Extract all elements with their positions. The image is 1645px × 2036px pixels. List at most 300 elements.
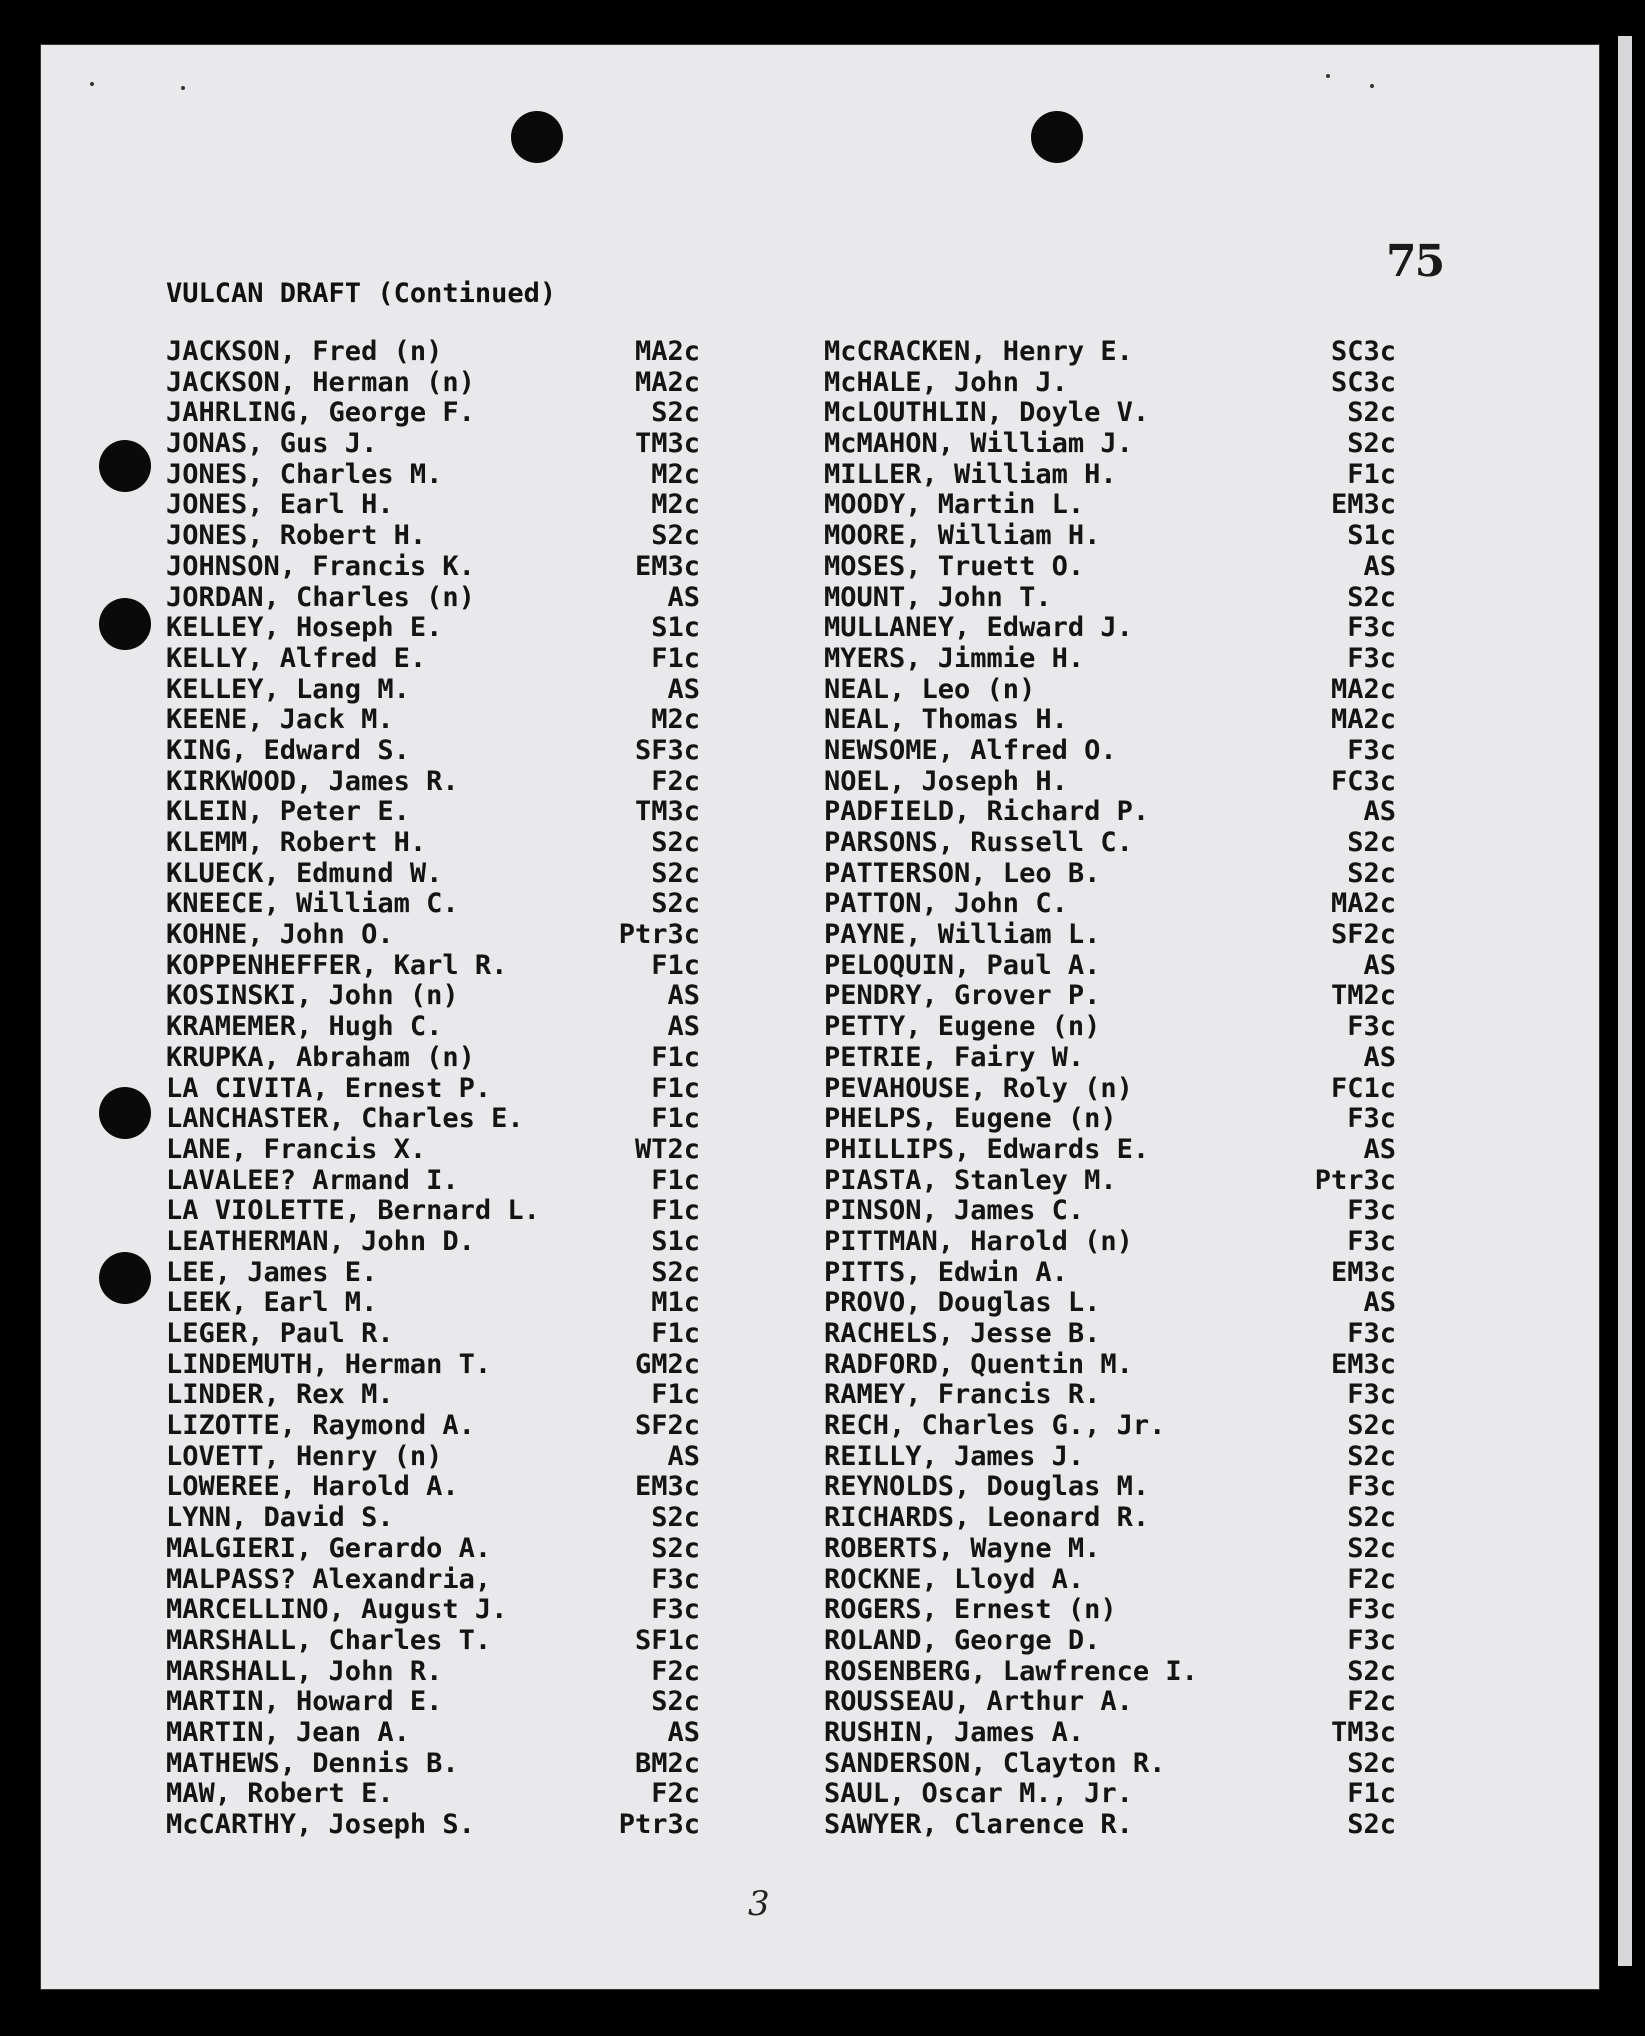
sailor-rating: F3c — [1347, 1195, 1396, 1227]
roster-entry — [166, 705, 700, 736]
sailor-rating: M2c — [651, 458, 700, 490]
sailor-rating: SC3c — [1330, 336, 1396, 367]
sailor-name: PITTMAN, Harold (n) — [824, 1225, 1133, 1257]
sailor-rating: AS — [667, 1440, 700, 1472]
sailor-name: MAW, Robert E. — [166, 1778, 394, 1810]
roster-entry — [824, 1442, 1396, 1473]
roster-entry — [824, 675, 1396, 706]
sailor-rating: F2c — [1347, 1686, 1396, 1718]
roster-entry — [166, 797, 700, 828]
sailor-name: MARCELLINO, August J. — [166, 1594, 508, 1626]
sailor-rating: F1c — [651, 949, 700, 981]
sailor-rating: F3c — [1347, 1379, 1396, 1411]
sailor-name: MOORE, William H. — [824, 520, 1101, 552]
roster-entry — [166, 828, 700, 859]
roster-entry — [166, 429, 700, 460]
roster-entry — [166, 1380, 700, 1411]
roster-entry — [166, 1472, 700, 1503]
sailor-rating: S2c — [1347, 1440, 1396, 1472]
sailor-name: NEAL, Thomas H. — [824, 704, 1068, 736]
sailor-name: MULLANEY, Edward J. — [824, 612, 1133, 644]
sailor-name: ROGERS, Ernest (n) — [824, 1594, 1117, 1626]
roster-entry — [824, 859, 1396, 890]
sailor-name: KING, Edward S. — [166, 734, 410, 766]
roster-entry — [824, 1810, 1396, 1841]
roster-entry — [166, 521, 700, 552]
sailor-name: PETRIE, Fairy W. — [824, 1041, 1085, 1073]
sailor-name: ROSENBERG, Lawfrence I. — [824, 1655, 1198, 1687]
sailor-rating: F1c — [651, 1072, 700, 1104]
sailor-rating: AS — [1363, 949, 1396, 981]
sailor-name: PITTS, Edwin A. — [824, 1256, 1068, 1288]
punch-hole-top-left — [511, 111, 563, 163]
roster-entry — [166, 337, 700, 368]
roster-entry — [824, 1749, 1396, 1780]
sailor-name: KELLEY, Hoseph E. — [166, 612, 443, 644]
sailor-rating: AS — [667, 1011, 700, 1043]
sailor-name: McCARTHY, Joseph S. — [166, 1809, 475, 1840]
roster-entry — [824, 920, 1396, 951]
sailor-rating: AS — [667, 673, 700, 705]
sailor-rating: MA2c — [1330, 888, 1396, 920]
sailor-rating: S2c — [1347, 581, 1396, 613]
sailor-name: RAMEY, Francis R. — [824, 1379, 1101, 1411]
roster-entry — [166, 1196, 700, 1227]
sailor-name: RACHELS, Jesse B. — [824, 1318, 1101, 1349]
roster-entry — [824, 1565, 1396, 1596]
roster-entry — [166, 951, 700, 982]
sailor-name: LOWEREE, Harold A. — [166, 1471, 459, 1503]
sailor-rating: AS — [1363, 1041, 1396, 1073]
roster-entry — [824, 767, 1396, 798]
sailor-name: ROBERTS, Wayne M. — [824, 1532, 1101, 1564]
sailor-rating: F2c — [651, 1778, 700, 1810]
sailor-name: LYNN, David S. — [166, 1502, 394, 1534]
sailor-name: MALGIERI, Gerardo A. — [166, 1532, 492, 1564]
sailor-rating: S2c — [1347, 1532, 1396, 1564]
roster-entry — [824, 1657, 1396, 1688]
roster-entry — [166, 368, 700, 399]
sailor-name: JONAS, Gus J. — [166, 428, 378, 460]
sailor-name: LEGER, Paul R. — [166, 1318, 394, 1349]
sailor-rating: S2c — [651, 1502, 700, 1534]
sailor-name: KOHNE, John O. — [166, 919, 394, 951]
page-number: 3 — [748, 1884, 770, 1924]
sailor-rating: F1c — [1347, 1778, 1396, 1810]
sailor-name: KOSINSKI, John (n) — [166, 980, 459, 1012]
sailor-rating: F3c — [1347, 734, 1396, 766]
sailor-name: PIASTA, Stanley M. — [824, 1164, 1117, 1196]
roster-entry — [166, 1657, 700, 1688]
sailor-rating: F1c — [651, 1379, 700, 1411]
roster-entry — [824, 1687, 1396, 1718]
sailor-rating: AS — [1363, 796, 1396, 828]
sailor-rating: S2c — [1347, 1502, 1396, 1534]
sailor-rating: S2c — [1347, 827, 1396, 858]
sailor-name: PELOQUIN, Paul A. — [824, 949, 1101, 981]
sailor-name: MALPASS? Alexandria, — [166, 1563, 492, 1595]
sailor-name: REILLY, James J. — [824, 1440, 1085, 1472]
roster-entry — [166, 1043, 700, 1074]
sailor-name: LANCHASTER, Charles E. — [166, 1103, 524, 1135]
sailor-name: KOPPENHEFFER, Karl R. — [166, 949, 508, 981]
sailor-rating: F2c — [1347, 1563, 1396, 1595]
roster-entry — [166, 1779, 700, 1810]
page-stamp-number: 75 — [1386, 236, 1444, 287]
sailor-rating: F3c — [1347, 612, 1396, 644]
sailor-name: KELLEY, Lang M. — [166, 673, 410, 705]
sailor-rating: S2c — [1347, 1809, 1396, 1840]
sailor-rating: M2c — [651, 489, 700, 521]
sailor-rating: F1c — [1347, 458, 1396, 490]
roster-entry — [166, 920, 700, 951]
roster-entry — [824, 1258, 1396, 1289]
roster-entry — [824, 398, 1396, 429]
sailor-rating: TM3c — [1330, 1716, 1396, 1748]
sailor-name: LIZOTTE, Raymond A. — [166, 1410, 475, 1442]
sailor-name: MOODY, Martin L. — [824, 489, 1085, 521]
sailor-rating: S2c — [1347, 397, 1396, 429]
roster-entry — [824, 889, 1396, 920]
sailor-rating: S2c — [1347, 1655, 1396, 1687]
sailor-name: PATTON, John C. — [824, 888, 1068, 920]
sailor-rating: EM3c — [1330, 489, 1396, 521]
sailor-rating: F3c — [1347, 1594, 1396, 1626]
roster-entry — [824, 1718, 1396, 1749]
sailor-rating: S2c — [651, 857, 700, 889]
roster-entry — [166, 1166, 700, 1197]
sailor-name: JORDAN, Charles (n) — [166, 581, 475, 613]
sailor-rating: S1c — [651, 612, 700, 644]
roster-entry — [166, 1687, 700, 1718]
sailor-rating: MA2c — [1330, 673, 1396, 705]
roster-entry — [166, 1503, 700, 1534]
sailor-name: ROCKNE, Lloyd A. — [824, 1563, 1085, 1595]
paper-speck — [181, 86, 185, 90]
sailor-rating: BM2c — [634, 1747, 700, 1779]
sailor-name: JACKSON, Fred (n) — [166, 336, 443, 367]
sailor-name: McMAHON, William J. — [824, 428, 1133, 460]
sailor-rating: F1c — [651, 1041, 700, 1073]
roster-entry — [824, 797, 1396, 828]
sailor-name: KEENE, Jack M. — [166, 704, 394, 736]
sailor-name: LA CIVITA, Ernest P. — [166, 1072, 492, 1104]
sailor-name: SAWYER, Clarence R. — [824, 1809, 1133, 1840]
sailor-rating: TM2c — [1330, 980, 1396, 1012]
sailor-rating: AS — [1363, 1287, 1396, 1319]
roster-entry — [166, 490, 700, 521]
roster-entry — [824, 1104, 1396, 1135]
sailor-rating: S2c — [651, 1686, 700, 1718]
sailor-rating: S1c — [651, 1225, 700, 1257]
roster-entry — [824, 951, 1396, 982]
sailor-rating: F1c — [651, 1318, 700, 1349]
roster-entry — [824, 1350, 1396, 1381]
sailor-name: McHALE, John J. — [824, 366, 1068, 398]
sailor-name: LA VIOLETTE, Bernard L. — [166, 1195, 540, 1227]
sailor-rating: TM3c — [634, 796, 700, 828]
sailor-name: PINSON, James C. — [824, 1195, 1085, 1227]
roster-left-column — [166, 337, 700, 1841]
roster-entry — [166, 889, 700, 920]
sailor-rating: F2c — [651, 765, 700, 797]
sailor-name: KLEMM, Robert H. — [166, 827, 427, 858]
roster-entry — [824, 1074, 1396, 1105]
punch-hole-top-right — [1031, 111, 1083, 163]
roster-entry — [166, 1626, 700, 1657]
sailor-name: MOUNT, John T. — [824, 581, 1052, 613]
sailor-name: PEVAHOUSE, Roly (n) — [824, 1072, 1133, 1104]
roster-entry — [166, 767, 700, 798]
sailor-rating: AS — [1363, 1133, 1396, 1165]
sailor-name: JACKSON, Herman (n) — [166, 366, 475, 398]
adjacent-page-edge — [1618, 36, 1632, 1966]
roster-entry — [166, 736, 700, 767]
sailor-name: RECH, Charles G., Jr. — [824, 1410, 1166, 1442]
sailor-rating: Ptr3c — [1314, 1164, 1396, 1196]
roster-entry — [166, 859, 700, 890]
roster-entry — [166, 1012, 700, 1043]
sailor-name: RICHARDS, Leonard R. — [824, 1502, 1150, 1534]
roster-entry — [824, 1227, 1396, 1258]
sailor-name: LINDEMUTH, Herman T. — [166, 1348, 492, 1380]
roster-entry — [166, 1718, 700, 1749]
sailor-rating: SF3c — [634, 734, 700, 766]
sailor-rating: MA2c — [634, 336, 700, 367]
roster-entry — [824, 1196, 1396, 1227]
sailor-rating: EM3c — [1330, 1348, 1396, 1380]
roster-entry — [166, 1104, 700, 1135]
sailor-name: LINDER, Rex M. — [166, 1379, 394, 1411]
sailor-rating: AS — [667, 1716, 700, 1748]
sailor-rating: SF2c — [634, 1410, 700, 1442]
sailor-name: PENDRY, Grover P. — [824, 980, 1101, 1012]
sailor-name: MARTIN, Howard E. — [166, 1686, 443, 1718]
sailor-rating: F3c — [1347, 1103, 1396, 1135]
roster-entry — [824, 1380, 1396, 1411]
sailor-name: LAVALEE? Armand I. — [166, 1164, 459, 1196]
sailor-rating: S2c — [1347, 1410, 1396, 1442]
sailor-rating: F3c — [1347, 1318, 1396, 1349]
sailor-name: PATTERSON, Leo B. — [824, 857, 1101, 889]
sailor-rating: AS — [667, 980, 700, 1012]
roster-entry — [824, 1012, 1396, 1043]
roster-entry — [824, 583, 1396, 614]
sailor-name: KLUECK, Edmund W. — [166, 857, 443, 889]
roster-entry — [824, 1626, 1396, 1657]
roster-entry — [824, 1503, 1396, 1534]
sailor-rating: S2c — [651, 397, 700, 429]
sailor-rating: S2c — [651, 520, 700, 552]
sailor-rating: EM3c — [634, 550, 700, 582]
roster-entry — [824, 368, 1396, 399]
sailor-rating: SC3c — [1330, 366, 1396, 398]
sailor-name: ROLAND, George D. — [824, 1624, 1101, 1656]
sailor-name: KIRKWOOD, James R. — [166, 765, 459, 797]
sailor-rating: S2c — [651, 1256, 700, 1288]
roster-entry — [166, 675, 700, 706]
sailor-name: PHILLIPS, Edwards E. — [824, 1133, 1150, 1165]
sailor-rating: S2c — [651, 827, 700, 858]
punch-hole-side-1 — [99, 440, 151, 492]
roster-entry — [166, 1135, 700, 1166]
sailor-rating: M2c — [651, 704, 700, 736]
roster-entry — [166, 1595, 700, 1626]
punch-hole-side-3 — [99, 1087, 151, 1139]
roster-entry — [824, 981, 1396, 1012]
roster-entry — [166, 552, 700, 583]
sailor-name: PARSONS, Russell C. — [824, 827, 1133, 858]
roster-entry — [824, 1319, 1396, 1350]
sailor-rating: WT2c — [634, 1133, 700, 1165]
roster-entry — [166, 1749, 700, 1780]
sailor-name: NOEL, Joseph H. — [824, 765, 1068, 797]
sailor-name: REYNOLDS, Douglas M. — [824, 1471, 1150, 1503]
roster-entry — [824, 490, 1396, 521]
sailor-name: MILLER, William H. — [824, 458, 1117, 490]
sailor-rating: AS — [667, 581, 700, 613]
roster-entry — [166, 1565, 700, 1596]
paper-speck — [1370, 84, 1374, 88]
roster-entry — [824, 644, 1396, 675]
roster-entry — [166, 583, 700, 614]
sailor-rating: F3c — [1347, 1011, 1396, 1043]
sailor-name: PETTY, Eugene (n) — [824, 1011, 1101, 1043]
sailor-rating: Ptr3c — [618, 1809, 700, 1840]
sailor-rating: S2c — [1347, 857, 1396, 889]
sailor-name: LANE, Francis X. — [166, 1133, 427, 1165]
roster-entry — [824, 613, 1396, 644]
sailor-name: JONES, Charles M. — [166, 458, 443, 490]
roster-entry — [824, 1472, 1396, 1503]
roster-right-column — [824, 337, 1396, 1841]
roster-entry — [824, 552, 1396, 583]
roster-entry — [166, 1288, 700, 1319]
roster-entry — [166, 1074, 700, 1105]
sailor-rating: SF2c — [1330, 919, 1396, 951]
sailor-name: KLEIN, Peter E. — [166, 796, 410, 828]
roster-entry — [824, 705, 1396, 736]
sailor-name: McLOUTHLIN, Doyle V. — [824, 397, 1150, 429]
paper-speck — [1326, 74, 1330, 78]
sailor-rating: SF1c — [634, 1624, 700, 1656]
sailor-rating: S2c — [1347, 428, 1396, 460]
sailor-rating: F3c — [651, 1594, 700, 1626]
sailor-rating: MA2c — [634, 366, 700, 398]
roster-entry — [166, 1442, 700, 1473]
roster-entry — [166, 1411, 700, 1442]
roster-entry — [166, 1350, 700, 1381]
roster-entry — [824, 337, 1396, 368]
roster-entry — [166, 1810, 700, 1841]
sailor-rating: TM3c — [634, 428, 700, 460]
sailor-name: LEEK, Earl M. — [166, 1287, 378, 1319]
sailor-name: JONES, Robert H. — [166, 520, 427, 552]
roster-entry — [824, 460, 1396, 491]
roster-entry — [166, 981, 700, 1012]
roster-entry — [166, 1534, 700, 1565]
sailor-rating: M1c — [651, 1287, 700, 1319]
sailor-name: PROVO, Douglas L. — [824, 1287, 1101, 1319]
roster-entry — [824, 1043, 1396, 1074]
sailor-name: KNEECE, William C. — [166, 888, 459, 920]
sailor-name: KRAMEMER, Hugh C. — [166, 1011, 443, 1043]
sailor-rating: S2c — [1347, 1747, 1396, 1779]
roster-entry — [824, 521, 1396, 552]
sailor-rating: F1c — [651, 1103, 700, 1135]
sailor-name: JAHRLING, George F. — [166, 397, 475, 429]
sailor-name: KRUPKA, Abraham (n) — [166, 1041, 475, 1073]
roster-entry — [166, 644, 700, 675]
sailor-rating: S2c — [651, 888, 700, 920]
punch-hole-side-2 — [99, 598, 151, 650]
sailor-name: LOVETT, Henry (n) — [166, 1440, 443, 1472]
sailor-rating: F3c — [1347, 1471, 1396, 1503]
sailor-name: MYERS, Jimmie H. — [824, 642, 1085, 674]
sailor-name: NEWSOME, Alfred O. — [824, 734, 1117, 766]
sailor-name: LEATHERMAN, John D. — [166, 1225, 475, 1257]
sailor-name: McCRACKEN, Henry E. — [824, 336, 1133, 367]
sailor-rating: EM3c — [634, 1471, 700, 1503]
sailor-name: NEAL, Leo (n) — [824, 673, 1036, 705]
roster-entry — [824, 1288, 1396, 1319]
roster-entry — [824, 828, 1396, 859]
sailor-rating: F3c — [1347, 642, 1396, 674]
sailor-rating: AS — [1363, 550, 1396, 582]
sailor-name: RADFORD, Quentin M. — [824, 1348, 1133, 1380]
roster-entry — [824, 1779, 1396, 1810]
roster-entry — [824, 1166, 1396, 1197]
sailor-rating: FC3c — [1330, 765, 1396, 797]
sailor-name: MATHEWS, Dennis B. — [166, 1747, 459, 1779]
sailor-rating: F1c — [651, 1164, 700, 1196]
sailor-rating: EM3c — [1330, 1256, 1396, 1288]
sailor-name: JONES, Earl H. — [166, 489, 394, 521]
sailor-name: MARTIN, Jean A. — [166, 1716, 410, 1748]
sailor-name: MARSHALL, John R. — [166, 1655, 443, 1687]
sailor-name: RUSHIN, James A. — [824, 1716, 1085, 1748]
sailor-name: MOSES, Truett O. — [824, 550, 1085, 582]
sailor-rating: GM2c — [634, 1348, 700, 1380]
sailor-name: SANDERSON, Clayton R. — [824, 1747, 1166, 1779]
sailor-rating: F1c — [651, 1195, 700, 1227]
sailor-rating: F1c — [651, 642, 700, 674]
roster-entry — [824, 736, 1396, 767]
sailor-rating: F3c — [1347, 1225, 1396, 1257]
sailor-name: PHELPS, Eugene (n) — [824, 1103, 1117, 1135]
sailor-rating: S2c — [651, 1532, 700, 1564]
roster-entry — [824, 1411, 1396, 1442]
sailor-name: LEE, James E. — [166, 1256, 378, 1288]
roster-entry — [166, 1227, 700, 1258]
roster-entry — [824, 429, 1396, 460]
sailor-rating: Ptr3c — [618, 919, 700, 951]
roster-entry — [166, 1319, 700, 1350]
roster-entry — [166, 1258, 700, 1289]
roster-entry — [166, 398, 700, 429]
paper-speck — [90, 82, 94, 86]
sailor-name: PAYNE, William L. — [824, 919, 1101, 951]
sailor-name: JOHNSON, Francis K. — [166, 550, 475, 582]
roster-entry — [166, 460, 700, 491]
sailor-rating: F3c — [651, 1563, 700, 1595]
sailor-name: MARSHALL, Charles T. — [166, 1624, 492, 1656]
punch-hole-side-4 — [99, 1252, 151, 1304]
roster-entry — [166, 613, 700, 644]
sailor-name: KELLY, Alfred E. — [166, 642, 427, 674]
sailor-rating: F2c — [651, 1655, 700, 1687]
sailor-rating: FC1c — [1330, 1072, 1396, 1104]
